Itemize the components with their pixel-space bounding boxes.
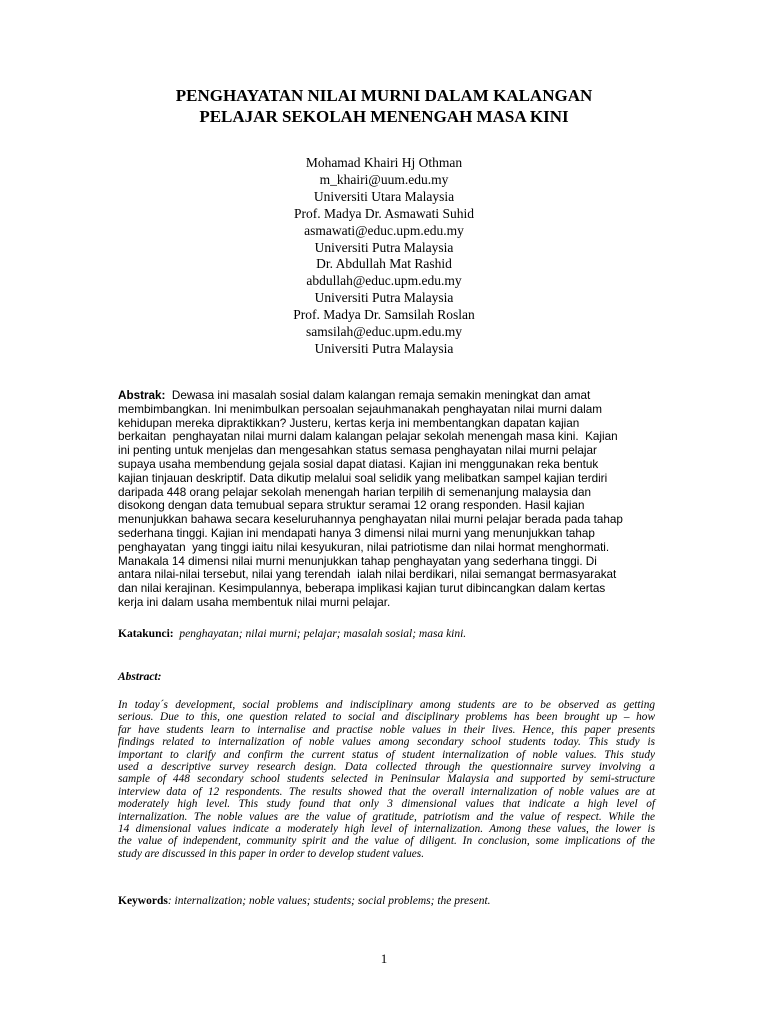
abstract-line: far have students learn to internalise and practise noble values in their lives. Hence, this paper presents: [118, 723, 655, 736]
katakunci-label: Katakunci:: [118, 628, 174, 640]
abstrak-first-line: [118, 389, 658, 403]
keywords-value: : internalization; noble values; students; social problems; the present.: [167, 895, 491, 907]
author-name: Mohamad Khairi Hj Othman: [305, 155, 463, 170]
abstrak-line: ini penting untuk menjelas dan mengesahkan status semasa penghayatan nilai murni pelajar: [118, 444, 597, 458]
abstrak-line: penghayatan yang tinggi iaitu nilai kesyukuran, nilai patriotisme dan nilai hormat menghormati.: [118, 540, 610, 554]
abstract-heading: Abstract:: [118, 671, 162, 683]
abstract-line: study are discussed in this paper in order to develop student values.: [118, 847, 425, 860]
author-name: Prof. Madya Dr. Asmawati Suhid: [294, 205, 474, 221]
title-line-1: PENGHAYATAN NILAI MURNI DALAM KALANGAN: [175, 86, 593, 105]
author-affiliation: Universiti Putra Malaysia: [314, 340, 454, 356]
author-email: samsilah@educ.upm.edu.my: [305, 324, 463, 340]
katakunci-value: penghayatan; nilai murni; pelajar; masalah sosial; masa kini.: [173, 628, 467, 640]
abstrak-line: dan nilai kerajinan. Kesimpulannya, beberapa implikasi kajian turut dibincangkan dalam kertas: [118, 582, 606, 596]
paper-title: [0, 85, 768, 127]
abstract-line: used a descriptive survey research design. Data collected through the questionnaire survey involving a: [118, 761, 655, 774]
abstract-line: internalization. The noble values are the value of gratitude, patriotism and the value of respect. While the: [118, 810, 655, 823]
katakunci-section: [118, 627, 658, 641]
page-number: 1: [380, 951, 388, 966]
abstract-line: moderately high level. This study found that only 3 dimensional values that indicate a high level of: [118, 798, 655, 811]
abstrak-line: disokong dengan data temubual separa struktur seramai 12 orang responden. Hasil kajian: [118, 499, 585, 513]
abstract-line: In today´s development, social problems and indisciplinary among students are to be observed as getting: [118, 699, 655, 711]
abstrak-line: menunjukkan bahawa secara keseluruhannya penghayatan nilai murni pelajar berada pada tahap: [118, 513, 623, 527]
abstract-line: the value of independent, community spirit and the value of diligent. In conclusion, some implications of the: [118, 835, 655, 848]
abstrak-line: membimbangkan. Ini menimbulkan persoalan sejauhmanakah penghayatan nilai murni dalam: [118, 402, 603, 416]
abstrak-line: antara nilai-nilai tersebut, nilai yang terendah ialah nilai berdikari, nilai semangat bermasyarakat: [118, 568, 617, 582]
abstrak-line: kehidupan mereka dipraktikkan? Justeru, kertas kerja ini membentangkan dapatan kajian: [118, 416, 580, 430]
author-affiliation: Universiti Utara Malaysia: [313, 188, 455, 204]
abstrak-line: kerja ini dalam usaha membentuk nilai murni pelajar.: [118, 595, 391, 609]
abstrak-line: sederhana tinggi. Kajian ini mendapati hanya 3 dimensi nilai murni yang menunjukkan tahap: [118, 526, 595, 540]
abstrak-line: daripada 448 orang pelajar sekolah menengah harian terpilih di semenanjung malaysia dan: [118, 485, 592, 499]
author-block: [0, 155, 768, 358]
abstrak-line: kajian tinjauan deskriptif. Data dikutip melalui soal selidik yang melibatkan sampel kajian terdiri: [118, 471, 608, 485]
author-email: m_khairi@uum.edu.my: [319, 171, 449, 187]
author-name: Prof. Madya Dr. Samsilah Roslan: [293, 307, 475, 323]
abstrak-label: Abstrak:: [118, 389, 166, 402]
author-affiliation: Universiti Putra Malaysia: [314, 239, 454, 255]
title-line-2: PELAJAR SEKOLAH MENENGAH MASA KINI: [199, 107, 569, 126]
abstract-line: interview data of 12 respondents. The results showed that the overall internalization of noble values are at: [118, 785, 655, 798]
author-email: abdullah@educ.upm.edu.my: [306, 273, 462, 289]
author-affiliation: Universiti Putra Malaysia: [314, 290, 454, 306]
abstract-line: serious. Due to this, one question related to social and disciplinary problems has been brought up – how: [118, 711, 655, 724]
abstrak-line: berkaitan penghayatan nilai murni dalam kalangan pelajar sekolah menengah masa kini. Kajian: [118, 430, 618, 444]
keywords-label: Keywords: [118, 895, 168, 907]
abstract-body: [118, 699, 655, 860]
abstract-line: findings related to internalization of noble values among secondary school students today. This study is: [118, 736, 655, 749]
abstract-line: 14 dimensional values indicate a moderately high level of internalization. Among these values, the lower is: [118, 823, 655, 836]
abstrak-line: supaya usaha membendung gejala sosial dapat diatasi. Kajian ini menggunakan reka bentuk: [118, 457, 599, 471]
abstrak-text: Dewasa ini masalah sosial dalam kalangan remaja semakin meningkat dan amat: [165, 389, 591, 402]
abstrak-section: [118, 389, 658, 610]
author-email: asmawati@educ.upm.edu.my: [304, 222, 464, 238]
abstract-line: sample of 448 secondary school students selected in Peninsular Malaysia and supported by semi-structure: [118, 773, 655, 786]
abstrak-line: Manakala 14 dimensi nilai murni menunjukkan tahap penghayatan yang sederhana tinggi. Di: [118, 554, 597, 568]
keywords-section: [118, 894, 658, 908]
author-name: Dr. Abdullah Mat Rashid: [316, 256, 452, 272]
abstract-line: important to clarify and confirm the current status of student internalization of noble values. This study: [118, 748, 655, 761]
